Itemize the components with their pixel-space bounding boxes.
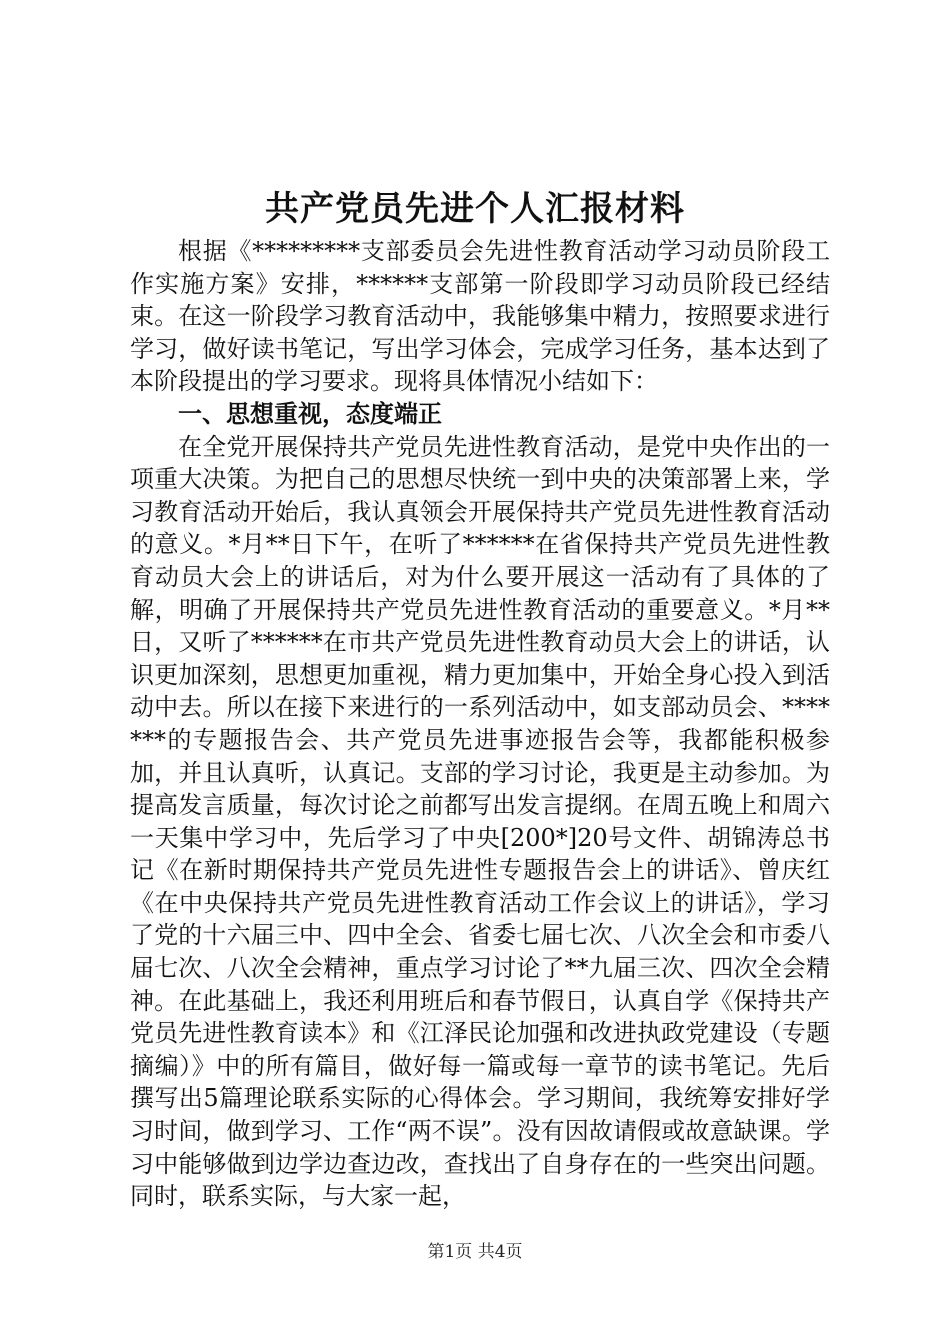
page-footer: 第1页 共4页 (427, 1242, 523, 1262)
section-1-heading: 一、思想重视，态度端正 (178, 399, 442, 428)
section-1-paragraph: 在全党开展保持共产党员先进性教育活动，是党中央作出的一项重大决策。为把自己的思想尽快统一到中央的决策部署上来，学习教育活动开始后，我认真领会开展保持共产党员先进性教育活动的意义。*月**日下午，在听了******在省保持共产党员先进性教育动员大会上的讲话后，对为什么要开展这一活动有了具体的了解，明确了开展保持共产党员先进性教育活动的重要意义。*月**日，又听了******在市共产党员先进性教育动员大会上的讲话，认识更加深刻，思想更加重视，精力更加集中，开始全身心投入到活动中去。所以在接下来进行的一系列活动中，如支部动员会、*******的专题报告会、共产党员先进事迹报告会等，我都能积极参加，并且认真听，认真记。支部的学习讨论，我更是主动参加。为提高发言质量，每次讨论之前都写出发言提纲。在周五晚上和周六一天集中学习中，先后学习了中央[200*]20号文件、胡锦涛总书记《在新时期保持共产党员先进性专题报告会上的讲话》、曾庆红《在中央保持共产党员先进性教育活动工作会议上的讲话》，学习了党的十六届三中、四中全会、省委七届七次、八次全会和市委八届七次、八次全会精神，重点学习讨论了**九届三次、四次全会精神。在此基础上，我还利用班后和春节假日，认真自学《保持共产党员先进性教育读本》和《江泽民论加强和改进执政党建设（专题摘编）》中的所有篇目，做好每一篇或每一章节的读书笔记。先后撰写出5篇理论联系实际的心得体会。学习期间，我统筹安排好学习时间，做到学习、工作“两不误”。没有因故请假或故意缺课。学习中能够做到边学边查边改，查找出了自身存在的一些突出问题。同时，联系实际，与大家一起， (130, 432, 830, 1211)
intro-paragraph: 根据《*********支部委员会先进性教育活动学习动员阶段工作实施方案》安排，******支部第一阶段即学习动员阶段已经结束。在这一阶段学习教育活动中，我能够集中精力，按照要求进行学习，做好读书笔记，写出学习体会，完成学习任务，基本达到了本阶段提出的学习要求。现将具体情况小结如下： (130, 237, 830, 396)
document-body (130, 235, 830, 1213)
document-title: 共产党员先进个人汇报材料 (265, 189, 685, 229)
